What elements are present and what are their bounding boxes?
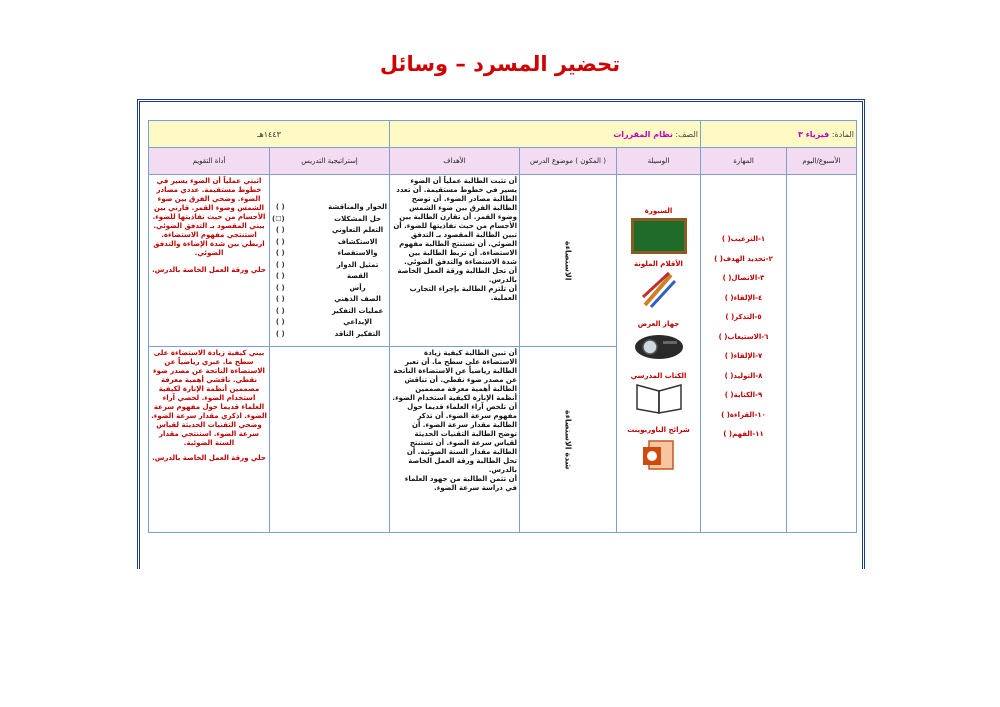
media-item-pens: الأقلام الملونة xyxy=(619,260,698,314)
objectives-cell-2 xyxy=(390,347,520,533)
skill-item: ٧-الإلقاء( ) xyxy=(724,352,763,360)
media-item-book: الكتاب المدرسي xyxy=(619,372,698,420)
objective-text: أن تبين الطالبة كيفية زيادة الاستضاءة على سطح ما. أن تعبر الطالبة رياضياً عن الاستضاءة الناتجة عن مصدر ضوء نقطي. أن تناقش الطالبة أهمية معرفة مصممين أنظمة الإنارة لكيفية استخدام الضوء. أن تلخص آراء العلماء قديما حول مفهوم سرعة الضوء. أن تذكر الطالبة مقدار سرعة الضوء. أن توضح الطالبة التقنيات الحديثة لقياس سرعة الضوء. أن تستنتج الطالبة مقدار السنة الضوئية. أن تحل الطالبة ورقة العمل الخاصة بالدرس. xyxy=(392,349,517,474)
skill-item: ٤-الإلقاء( ) xyxy=(724,293,763,302)
media-cell xyxy=(617,175,701,533)
year-cell: ١٤٤٣هـ xyxy=(149,121,390,148)
evaluation-text: حلي ورقة العمل الخاصة بالدرس. xyxy=(152,266,266,274)
evaluation-cell-2 xyxy=(149,347,270,533)
strategy-item: تمثيل الدوار xyxy=(336,260,379,269)
strategy-checkbox[interactable]: ( ) xyxy=(275,318,285,326)
evaluation-cell-1 xyxy=(149,175,270,347)
skill-item: ٢-تحديد الهدف( ) xyxy=(714,254,773,263)
objective-text: أن تلتزم الطالبة بإجراء التجارب العملية. xyxy=(409,285,517,302)
strategy-item: الحوار والمناقشة xyxy=(328,203,387,211)
skill-item: ٥-التذكر( ) xyxy=(725,313,762,321)
strategy-checkbox[interactable]: (☐) xyxy=(272,214,285,223)
strategy-item: والاستقصاء xyxy=(337,249,378,257)
class-value: نظام المقررات xyxy=(613,129,673,139)
skill-item: ١١-الفهم( ) xyxy=(723,430,764,438)
strategy-item: الاستكشاف xyxy=(337,237,378,246)
strategy-item: حل المشكلات xyxy=(334,214,382,223)
column-media: الوسيلة xyxy=(617,148,701,175)
strategy-item: عمليات التفكير xyxy=(331,306,384,315)
strategy-checkbox[interactable]: ( ) xyxy=(275,249,285,257)
strategy-list xyxy=(272,203,387,341)
objective-text: أن تثمن الطالبة من جهود العلماء في دراسة سرعة الضوء. xyxy=(404,475,517,492)
column-objectives: الأهداف xyxy=(390,148,520,175)
projector-icon xyxy=(633,331,685,361)
strategy-item: رأس xyxy=(349,283,366,292)
column-week: الأسبوع/اليوم xyxy=(787,148,857,175)
skills-list xyxy=(703,235,784,450)
media-item-projector: جهاز العرض xyxy=(619,320,698,366)
lesson-plan xyxy=(148,120,856,540)
skill-item: ٣-الاتصال( ) xyxy=(722,274,765,282)
skill-item: ١-الترغيب( ) xyxy=(721,235,766,243)
header-row xyxy=(149,121,857,148)
topic-cell-1 xyxy=(520,175,617,347)
strategy-item: التعلم التعاوني xyxy=(332,226,384,234)
skill-item: ٨-التوليد( ) xyxy=(724,371,763,380)
week-cell xyxy=(787,175,857,533)
subject-cell: المادة: فيزياء ٣ xyxy=(701,121,857,148)
strategy-checkbox[interactable]: ( ) xyxy=(275,283,285,292)
topic-label: شدة الاستضاءة xyxy=(563,409,573,470)
strategy-cell-2 xyxy=(270,347,390,533)
page-title: تحضير المسرد – وسائل xyxy=(379,52,621,76)
blackboard-icon xyxy=(631,218,687,254)
strategy-checkbox[interactable]: ( ) xyxy=(275,203,285,211)
strategy-item: الإبداعي xyxy=(343,318,372,326)
evaluation-text: بيني كيفية زيادة الاستضاءة على سطح ما. عبري رياضياً عن الاستضاءة الناتجة عن مصدر ضوء نقطي. ناقشي أهمية معرفة مصممين أنظمة الإنارة لكيفية استخدام الضوء. لخصي آراء العلماء قديما حول مفهوم سرعة الضوء. اذكري مقدار سرعة الضوء. وضحي التقنيات الحديثة لقياس سرعة الضوء. استنتجي مقدار السنة الضوئية. xyxy=(151,349,267,447)
class-cell: الصف: نظام المقررات xyxy=(390,121,701,148)
media-list xyxy=(619,207,698,478)
objective-text: أن تحل الطالبة ورقة العمل الخاصة بالدرس. xyxy=(397,267,517,284)
powerpoint-icon xyxy=(641,437,677,473)
strategy-checkbox[interactable]: ( ) xyxy=(275,295,285,303)
strategy-checkbox[interactable]: ( ) xyxy=(275,329,285,338)
objective-text: أن تثبت الطالبة عملياً أن الضوء يسير في خطوط مستقيمة. أن تعدد الطالبة مصادر الضوء. أن توضح الطالبة الفرق بين ضوء الشمس وضوء القمر. أن تقارن الطالبة بين الأجسام من حيث نفاذيتها للضوء. أن تبين الطالبة المقصود بـ التدفق الضوئي. أن تستنتج الطالبة مفهوم الاستضاءة. أن تربط الطالبة بين شدة الاستضاءة والتدفق الضوئي. xyxy=(393,177,517,266)
strategy-checkbox[interactable]: ( ) xyxy=(275,226,285,234)
lesson-plan-table xyxy=(148,120,857,533)
column-topic: ( المكون ) موضوع الدرس xyxy=(520,148,617,175)
skill-item: ٦-الاستيعاب( ) xyxy=(718,332,769,341)
column-evaluation: أداة التقويم xyxy=(149,148,270,175)
column-strategy: إستراتيجية التدريس xyxy=(270,148,390,175)
media-item-board: السبورة xyxy=(619,207,698,254)
skills-cell xyxy=(701,175,787,533)
book-icon xyxy=(633,383,685,415)
objectives-cell-1 xyxy=(390,175,520,347)
column-skill: المهارة xyxy=(701,148,787,175)
strategy-checkbox[interactable]: ( ) xyxy=(275,237,285,246)
skill-item: ١٠-القراءة( ) xyxy=(721,410,766,419)
strategy-checkbox[interactable]: ( ) xyxy=(275,306,285,315)
topic-cell-2 xyxy=(520,347,617,533)
skill-item: ٩-الكتابة( ) xyxy=(724,391,763,399)
strategy-item: الصف الذهني xyxy=(334,295,381,303)
lesson-row-1 xyxy=(149,175,857,347)
evaluation-text: حلي ورقة العمل الخاصة بالدرس. xyxy=(152,454,266,462)
evaluation-text: اثبتي عملياً أن الضوء يسير في خطوط مستقيمة. عددي مصادر الضوء. وضحي الفرق بين ضوء الشمس وضوء القمر. قارني بين الأجسام من حيث نفاذيتها للضوء. بيني المقصود بـ التدفق الضوئي. استنتجي مفهوم الاستضاءة. اربطي بين شدة الإضاءة والتدفق الضوئي. xyxy=(152,177,266,257)
strategy-item: التفكير الناقد xyxy=(334,329,381,338)
subject-value: فيزياء ٣ xyxy=(798,129,830,139)
topic-label: الاستضاءة xyxy=(563,240,573,281)
strategy-checkbox[interactable]: ( ) xyxy=(275,272,285,280)
media-item-slides: شرائح الباوربوينت xyxy=(619,426,698,478)
strategy-checkbox[interactable]: ( ) xyxy=(275,260,285,269)
strategy-item: القصة xyxy=(346,272,369,280)
column-headers xyxy=(149,148,857,175)
strategy-cell xyxy=(270,175,390,347)
pens-icon xyxy=(641,271,677,309)
